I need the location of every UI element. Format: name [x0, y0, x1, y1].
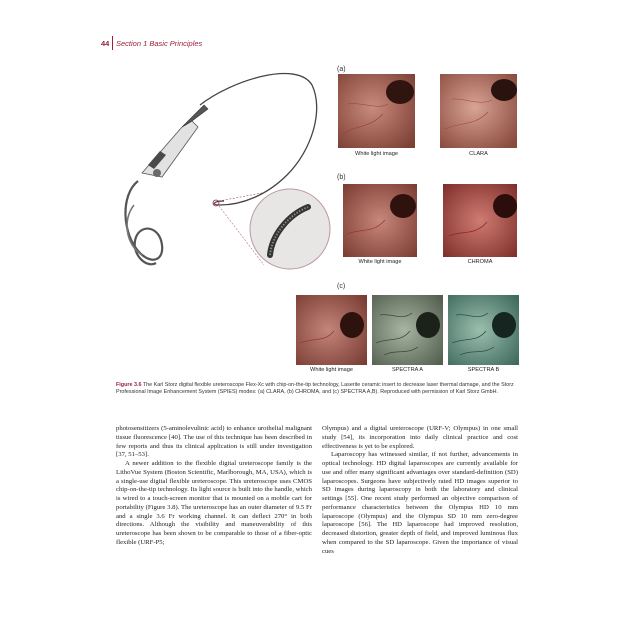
panel-b-left-caption: White light image	[358, 259, 402, 265]
panel-b-right-caption: CHROMA	[467, 259, 493, 265]
panel-c-caption-3: SPECTRA B	[467, 367, 500, 373]
paragraph: Olympus) and a digital ureteroscope (URF-V; Olympus) in one small study [54], its incorporation into daily clinical practice and cost effectiveness is yet to be explored.	[322, 425, 518, 450]
body-column-right	[322, 425, 518, 556]
page-number: 44	[101, 39, 110, 48]
figure-label: Figure 3.6	[116, 382, 142, 388]
panel-c-spectra-b-image	[448, 295, 519, 365]
header-divider	[112, 36, 113, 50]
paragraph: Laparoscopy has witnessed similar, if not further, advancements in optical technology. HD digital laparoscopes are currently available for use and offer many significant advantages over standard-definition (SD) laparoscopes. Surgeons have subjectively rated HD images superior to SD images during laparoscopy in both the laboratory and clinical settings [55]. One recent study performed an objective comparison of performance characteristics between the Olympus HD 10 mm laparoscope (Olympus) and the Olympus SD 10 mm zero-degree laparoscope [56]. The HD laparoscope had improved resolution, decreased distortion, greater depth of field, and improved luminous flux when compared to the SD laparoscope. Given the importance of visual cues	[322, 451, 518, 555]
panel-a-right-caption: CLARA	[469, 151, 488, 157]
figure-caption-text: The Karl Storz digital flexible ureteroscope Flex-Xc with chip-on-the-tip technology, Laserite ceramic insert to decrease laser thermal damage, and the Storz Professional Image Enhancement System (SPIES) modes: (a) CLARA, (b) CHROMA, and (c) SPECTRA A,B). Reproduced with permission of Karl Storz GmbH.	[116, 382, 514, 396]
paragraph: photosensitizers (5-aminolevulinic acid) to enhance urothelial malignant tissue fluorescence [40]. The use of this technique has been described in few reports and thus its clinical application is still under investigation [37, 51–53].	[116, 425, 312, 459]
body-column-left	[116, 425, 312, 548]
paragraph: A newer addition to the flexible digital ureteroscope family is the LithoVue System (Boston Scientific, Marlborough, MA, USA), which is a single-use digital flexible ureteroscope. This ureteroscope uses CMOS chip-on-the-tip technology. Its light source is built into the handle, which is wired to a touch-screen monitor that is mounted on a mobile cart for portability (Figure 3.8). The ureteroscope has an outer diameter of 9.5 Fr and a single 3.6 Fr working channel. It can deflect 270° in both directions. Although the visibility and maneuverability of this ureteroscope has been shown to be comparable to those of a fiber-optic flexible (URF-P5;	[116, 460, 312, 546]
panel-c-spectra-a-image	[372, 295, 443, 365]
panel-c-white-light-image	[296, 295, 367, 365]
panel-c-caption-1: White light image	[310, 367, 353, 373]
panel-c-label: (c)	[337, 283, 346, 290]
ureteroscope-illustration	[112, 55, 337, 285]
panel-a-left-caption: White light image	[355, 151, 398, 157]
panel-a-label: (a)	[337, 66, 346, 73]
panel-a-clara-image	[440, 74, 517, 148]
panel-b-label: (b)	[337, 174, 346, 181]
running-header: Section 1 Basic Principles	[116, 39, 203, 48]
panel-b-white-light-image	[343, 184, 417, 257]
panel-a-white-light-image	[338, 74, 415, 148]
panel-b-chroma-image	[443, 184, 517, 257]
panel-c-caption-2: SPECTRA A	[391, 367, 424, 373]
figure-caption	[116, 382, 520, 397]
